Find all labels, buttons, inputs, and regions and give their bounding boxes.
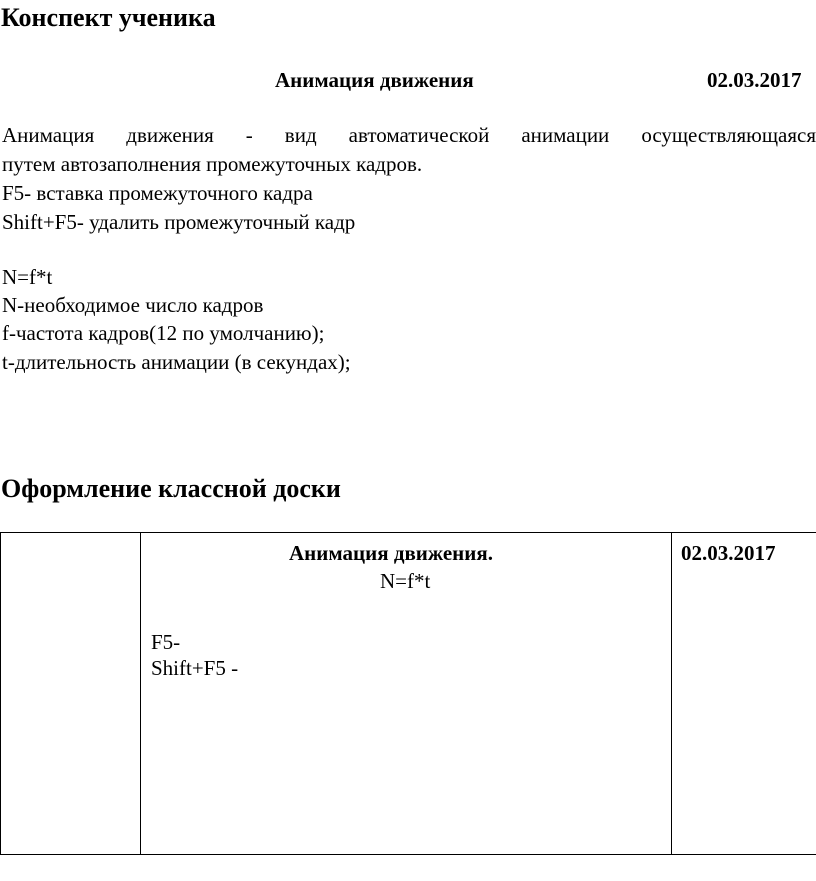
- n-definition: N-необходимое число кадров: [2, 293, 264, 317]
- f-definition: f-частота кадров(12 по умолчанию);: [2, 321, 325, 345]
- board-formula: N=f*t: [380, 569, 431, 593]
- board-divider-right: [671, 532, 672, 855]
- f5-note: F5- вставка промежуточного кадра: [2, 181, 313, 205]
- definition-line-2: путем автозаполнения промежуточных кадров.: [2, 152, 423, 176]
- board-shift-f5: Shift+F5 -: [151, 656, 239, 680]
- board-title: Анимация движения.: [289, 541, 493, 565]
- topic-date: 02.03.2017: [707, 68, 802, 92]
- definition-line-1: Анимация движения - вид автоматической анимации осуществляющаяся: [2, 123, 816, 147]
- topic-heading: Анимация движения: [275, 68, 474, 92]
- board-date: 02.03.2017: [681, 541, 776, 565]
- board-f5: F5-: [151, 630, 181, 654]
- t-definition: t-длительность анимации (в секундах);: [2, 350, 351, 374]
- board-divider-left: [140, 532, 141, 855]
- definition-paragraph: [2, 121, 816, 179]
- board-heading: Оформление классной доски: [1, 474, 341, 503]
- page-title: Конспект ученика: [1, 3, 216, 32]
- shift-f5-note: Shift+F5- удалить промежуточный кадр: [2, 210, 356, 234]
- formula: N=f*t: [2, 265, 53, 289]
